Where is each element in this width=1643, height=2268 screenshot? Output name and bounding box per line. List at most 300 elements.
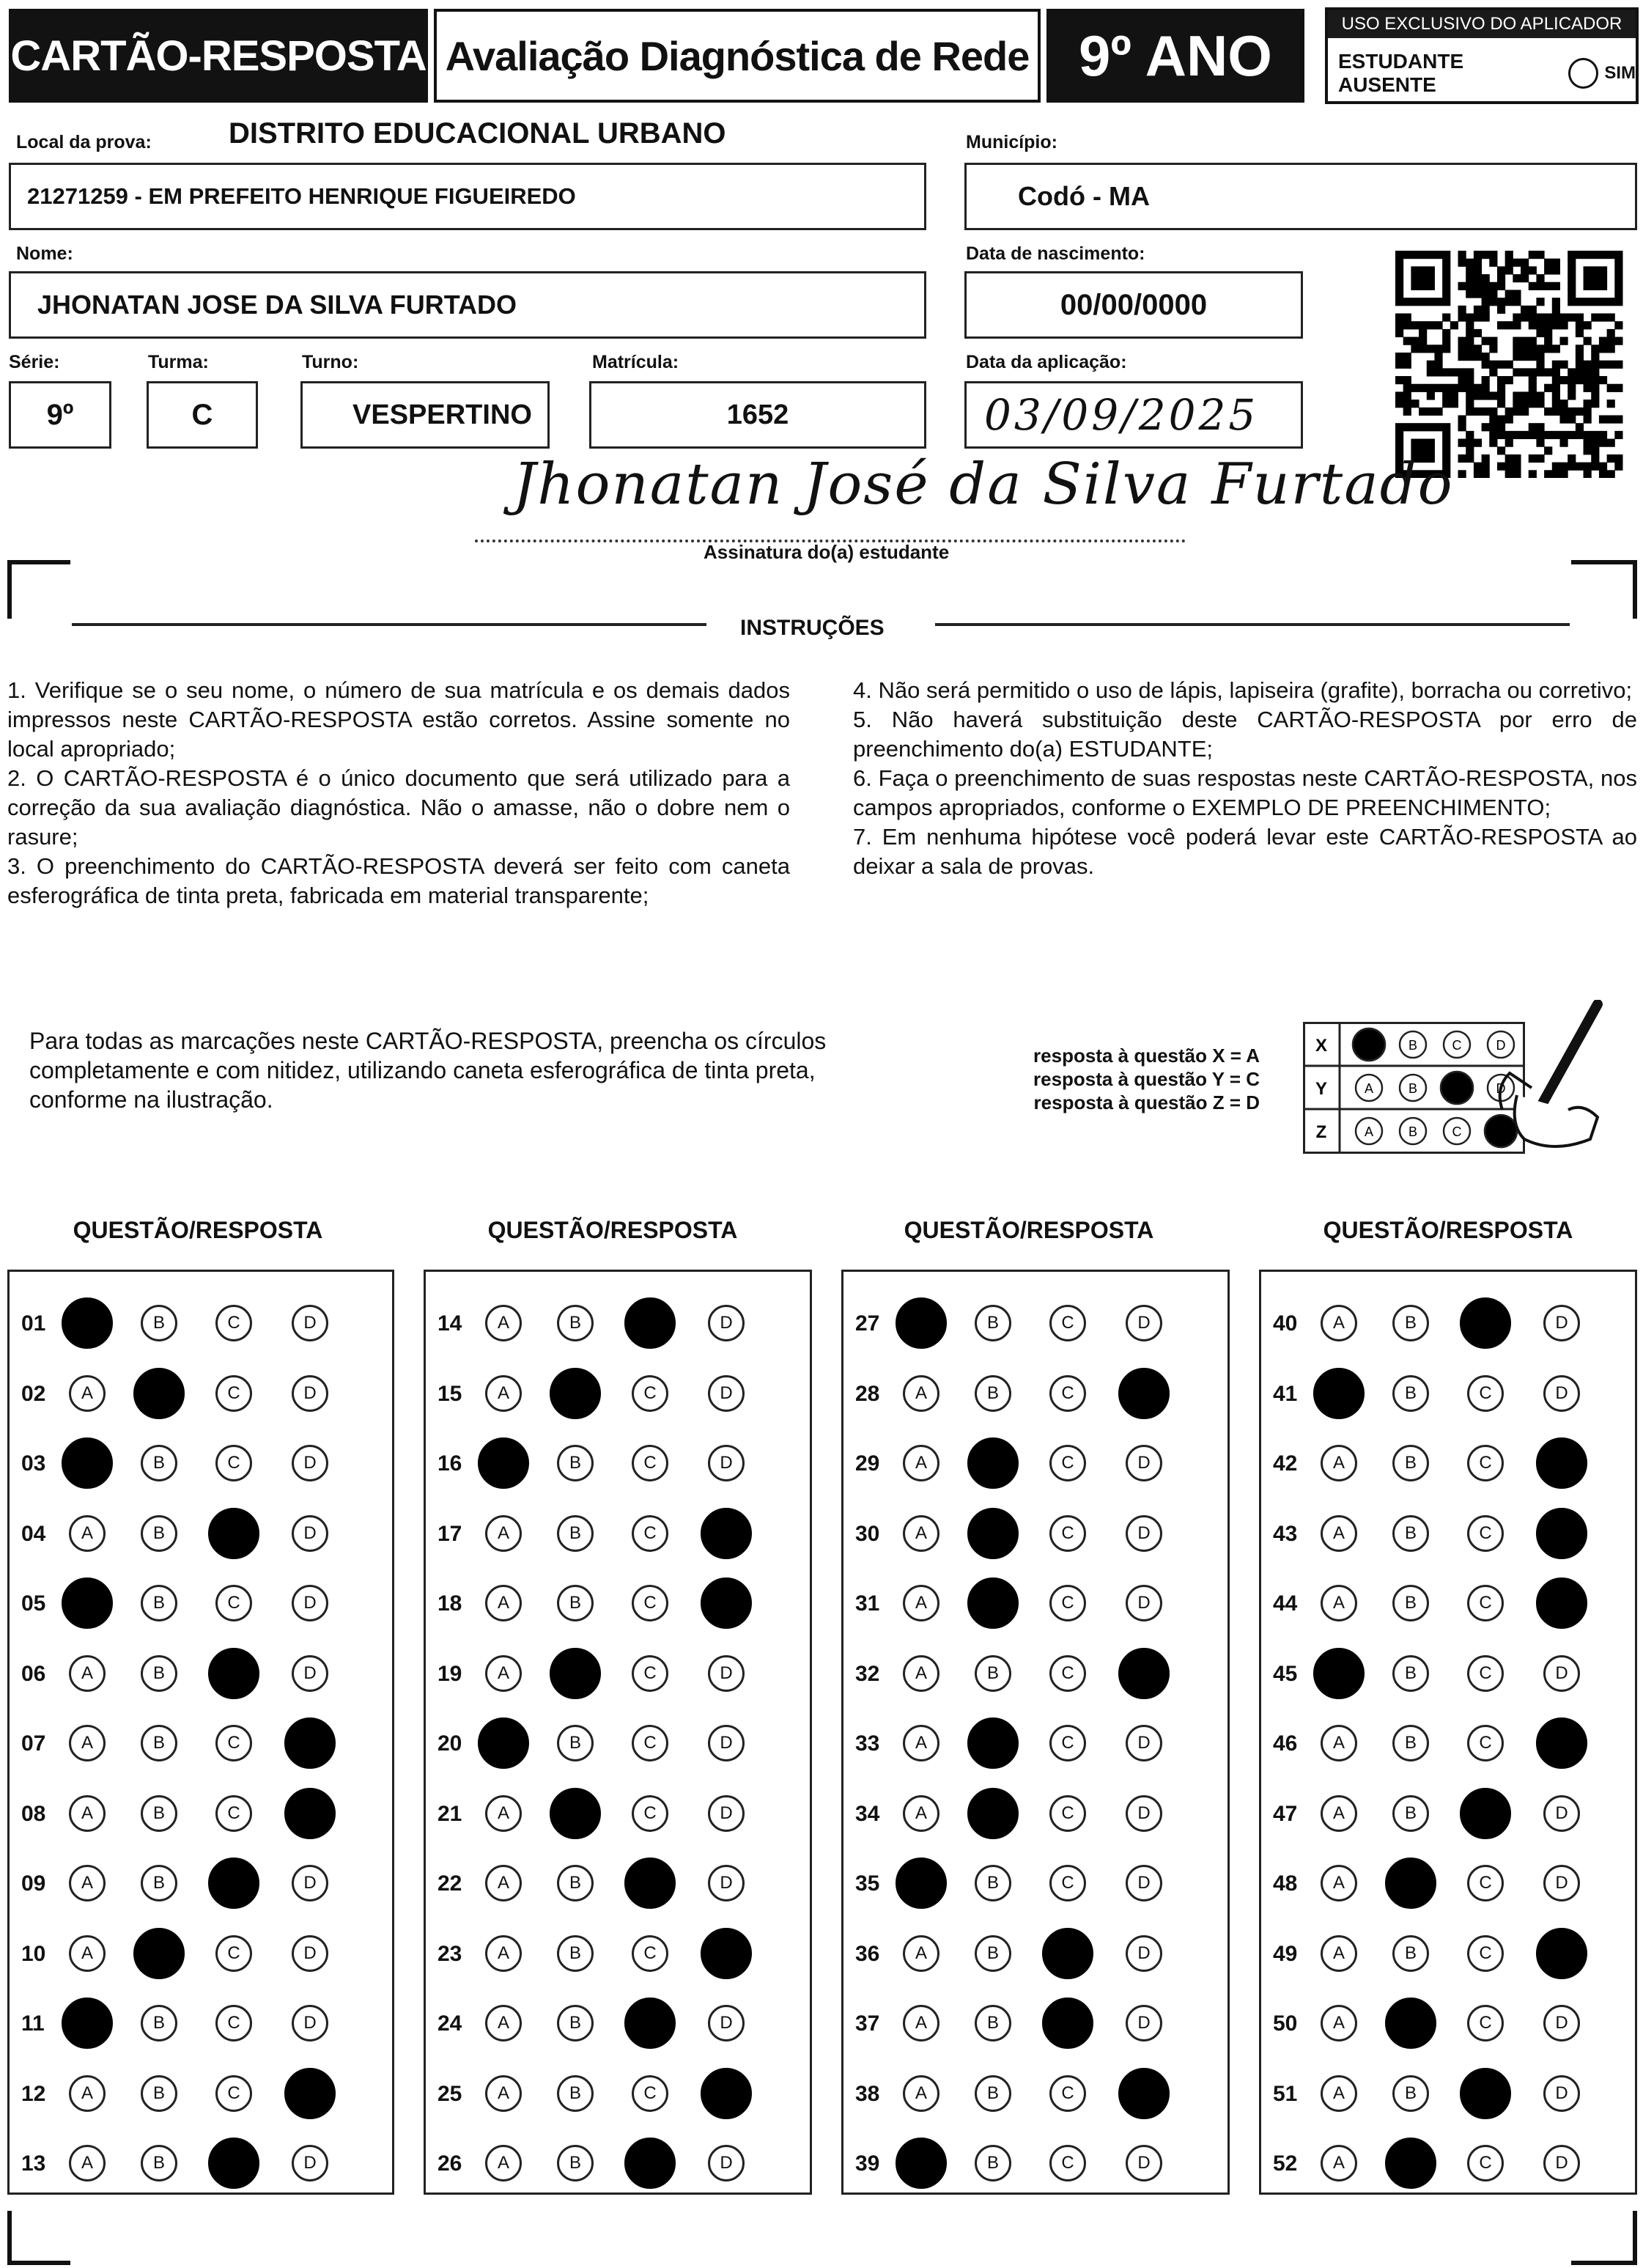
answer-bubble-c[interactable]: C	[632, 1445, 668, 1481]
answer-bubble-d[interactable]: D	[1543, 1655, 1580, 1692]
answer-bubble-a[interactable]: A	[69, 1725, 106, 1761]
answer-bubble-b[interactable]	[550, 1648, 601, 1699]
answer-bubble-d[interactable]	[1536, 1577, 1587, 1629]
answer-bubble-a[interactable]: A	[485, 1585, 522, 1621]
example-legend	[1033, 1044, 1260, 1114]
answer-bubble-b[interactable]: B	[557, 2075, 594, 2112]
answer-bubble-a[interactable]: A	[1321, 1515, 1357, 1552]
answer-bubble-b[interactable]	[967, 1437, 1019, 1489]
answer-bubble-c[interactable]	[208, 1858, 259, 1909]
answer-row	[10, 1718, 392, 1770]
student-signature: Jhonatan José da Silva Furtado	[513, 452, 1454, 518]
answer-bubble-c[interactable]	[1460, 2068, 1511, 2119]
answer-row	[426, 1858, 810, 1910]
answer-bubble-c[interactable]: C	[1049, 1375, 1086, 1412]
answer-bubble-a[interactable]	[896, 1297, 947, 1349]
answer-bubble-d[interactable]: D	[1543, 1865, 1580, 1901]
answer-bubble-a[interactable]: A	[1321, 2145, 1357, 2182]
answer-bubble-b[interactable]: B	[141, 1725, 177, 1761]
answer-bubble-d[interactable]: D	[708, 1305, 745, 1341]
answer-bubble-c[interactable]	[1460, 1297, 1511, 1349]
answer-bubble-d[interactable]: D	[708, 1865, 745, 1901]
answer-bubble-c[interactable]	[1460, 1788, 1511, 1839]
answer-row	[426, 1789, 810, 1840]
question-number: 21	[437, 1801, 462, 1826]
answer-row	[10, 1858, 392, 1910]
answer-bubble-c[interactable]: C	[1467, 1515, 1504, 1552]
answer-bubble-d[interactable]: D	[1126, 1865, 1162, 1901]
answer-bubble-b[interactable]	[1385, 2138, 1436, 2189]
answer-bubble-d[interactable]: D	[1543, 1795, 1580, 1832]
answer-bubble-a[interactable]: A	[1321, 1795, 1357, 1832]
answer-bubble-c[interactable]: C	[632, 1935, 668, 1972]
answer-bubble-a[interactable]: A	[69, 1515, 106, 1552]
instructions-rule-right	[935, 623, 1570, 626]
answer-bubble-b[interactable]: B	[1392, 2075, 1429, 2112]
answer-bubble-c[interactable]: C	[1049, 1445, 1086, 1481]
answer-bubble-d[interactable]	[1536, 1508, 1587, 1559]
answer-row	[1261, 1718, 1635, 1770]
answer-row	[843, 1649, 1227, 1700]
answer-bubble-b[interactable]: B	[141, 1865, 177, 1901]
answer-row	[1261, 1998, 1635, 2050]
answer-bubble-b[interactable]: B	[1392, 1655, 1429, 1692]
answer-bubble-a[interactable]: A	[903, 1655, 939, 1692]
answer-bubble-d[interactable]: D	[292, 2005, 328, 2041]
corner-bracket-bottom-left	[7, 2261, 70, 2265]
answer-bubble-c[interactable]: C	[1467, 2005, 1504, 2041]
answer-bubble-d[interactable]: D	[1543, 1305, 1580, 1341]
question-number: 52	[1273, 2151, 1298, 2176]
answer-bubble-d[interactable]: D	[708, 2005, 745, 2041]
answer-bubble-c[interactable]	[1042, 1998, 1093, 2049]
example-bubble	[1441, 1072, 1473, 1104]
answer-bubble-d[interactable]: D	[1126, 1935, 1162, 1972]
answer-bubble-d[interactable]: D	[292, 1375, 328, 1412]
answer-row	[1261, 2138, 1635, 2190]
answer-bubble-a[interactable]: A	[903, 1445, 939, 1481]
answer-bubble-c[interactable]	[624, 1858, 676, 1909]
answer-bubble-a[interactable]	[896, 2138, 947, 2189]
answer-column-3	[841, 1270, 1230, 2195]
answer-bubble-c[interactable]: C	[215, 1935, 252, 1972]
answer-bubble-b[interactable]: B	[557, 2005, 594, 2041]
answer-bubble-a[interactable]	[1313, 1648, 1365, 1699]
answer-bubble-d[interactable]	[701, 2068, 752, 2119]
answer-bubble-c[interactable]: C	[1049, 2145, 1086, 2182]
answer-bubble-c[interactable]	[624, 1297, 676, 1349]
answer-bubble-b[interactable]	[133, 1928, 185, 1979]
answer-bubble-b[interactable]: B	[557, 1305, 594, 1341]
answer-bubble-a[interactable]: A	[69, 1935, 106, 1972]
answer-bubble-a[interactable]: A	[903, 2005, 939, 2041]
answer-bubble-d[interactable]	[1118, 1368, 1170, 1419]
answer-bubble-c[interactable]: C	[215, 2005, 252, 2041]
answer-bubble-c[interactable]: C	[1049, 1585, 1086, 1621]
answer-bubble-a[interactable]	[62, 1577, 113, 1629]
pen-hand-icon	[1495, 1000, 1605, 1168]
answer-bubble-c[interactable]: C	[1049, 1795, 1086, 1832]
answer-bubble-b[interactable]: B	[141, 2145, 177, 2182]
question-number: 49	[1273, 1941, 1298, 1966]
question-number: 40	[1273, 1311, 1298, 1336]
answer-bubble-d[interactable]	[284, 1788, 336, 1839]
matricula-label: Matrícula:	[592, 352, 679, 372]
answer-bubble-a[interactable]: A	[485, 1375, 522, 1412]
aplicacao-label: Data da aplicação:	[966, 352, 1127, 372]
answer-bubble-b[interactable]: B	[141, 1585, 177, 1621]
answer-bubble-a[interactable]	[478, 1717, 529, 1769]
answer-bubble-d[interactable]: D	[1543, 2145, 1580, 2182]
answer-bubble-d[interactable]: D	[708, 1795, 745, 1832]
answer-bubble-d[interactable]: D	[1126, 2005, 1162, 2041]
example-bubble-letter: D	[1496, 1081, 1506, 1096]
answer-bubble-c[interactable]: C	[1049, 1725, 1086, 1761]
answer-bubble-c[interactable]: C	[1467, 1375, 1504, 1412]
answer-bubble-c[interactable]: C	[1467, 1655, 1504, 1692]
answer-bubble-c[interactable]: C	[215, 1585, 252, 1621]
answer-bubble-d[interactable]: D	[292, 1865, 328, 1901]
answer-row	[843, 1298, 1227, 1350]
answer-bubble-a[interactable]	[1313, 1368, 1365, 1419]
answer-bubble-b[interactable]: B	[1392, 1935, 1429, 1972]
example-row-label: Y	[1315, 1079, 1328, 1099]
answer-bubble-c[interactable]: C	[632, 1375, 668, 1412]
answer-row	[426, 1998, 810, 2050]
answer-bubble-c[interactable]: C	[1467, 1935, 1504, 1972]
answer-bubble-b[interactable]: B	[557, 1585, 594, 1621]
answer-bubble-b[interactable]	[967, 1577, 1019, 1629]
answer-bubble-b[interactable]: B	[557, 1865, 594, 1901]
question-number: 16	[437, 1451, 462, 1476]
answer-bubble-b[interactable]: B	[975, 1865, 1011, 1901]
answer-bubble-b[interactable]	[550, 1788, 601, 1839]
answer-row	[843, 1438, 1227, 1490]
answer-bubble-c[interactable]: C	[1467, 1725, 1504, 1761]
answer-bubble-a[interactable]	[62, 1998, 113, 2049]
answer-bubble-c[interactable]: C	[632, 1655, 668, 1692]
turno-label: Turno:	[302, 352, 359, 372]
answer-bubble-d[interactable]: D	[1126, 1725, 1162, 1761]
column-title: QUESTÃO/RESPOSTA	[1323, 1217, 1573, 1243]
answer-row	[1261, 2069, 1635, 2120]
answer-bubble-b[interactable]: B	[975, 1375, 1011, 1412]
answer-bubble-b[interactable]: B	[141, 1305, 177, 1341]
answer-bubble-d[interactable]: D	[708, 1655, 745, 1692]
answer-bubble-d[interactable]	[701, 1508, 752, 1559]
answer-bubble-d[interactable]: D	[1126, 1795, 1162, 1832]
answer-row	[843, 2138, 1227, 2190]
answer-bubble-a[interactable]: A	[1321, 2075, 1357, 2112]
answer-bubble-b[interactable]	[967, 1508, 1019, 1559]
answer-bubble-a[interactable]	[478, 1437, 529, 1489]
matricula-field[interactable]: 1652	[589, 381, 926, 449]
answer-bubble-b[interactable]: B	[141, 2005, 177, 2041]
answer-row	[1261, 1438, 1635, 1490]
answer-bubble-d[interactable]	[1118, 2068, 1170, 2119]
answer-bubble-c[interactable]: C	[1049, 1655, 1086, 1692]
answer-bubble-d[interactable]: D	[708, 1375, 745, 1412]
answer-bubble-b[interactable]	[967, 1717, 1019, 1769]
answer-bubble-b[interactable]: B	[975, 2145, 1011, 2182]
answer-bubble-a[interactable]: A	[485, 1795, 522, 1832]
question-number: 05	[21, 1591, 46, 1616]
answer-bubble-d[interactable]	[284, 2068, 336, 2119]
question-number: 27	[855, 1311, 880, 1336]
answer-bubble-d[interactable]: D	[292, 1585, 328, 1621]
applicator-box-title: USO EXCLUSIVO DO APLICADOR	[1328, 10, 1636, 38]
answer-bubble-d[interactable]	[701, 1928, 752, 1979]
question-number: 46	[1273, 1731, 1298, 1756]
answer-bubble-a[interactable]: A	[903, 1935, 939, 1972]
answer-bubble-a[interactable]: A	[1321, 1725, 1357, 1761]
answer-bubble-b[interactable]: B	[557, 1445, 594, 1481]
municipio-field[interactable]: Codó - MA	[964, 163, 1637, 230]
answer-row	[843, 1789, 1227, 1840]
signature-label: Assinatura do(a) estudante	[704, 541, 950, 563]
answer-bubble-c[interactable]: C	[632, 1795, 668, 1832]
column-title: QUESTÃO/RESPOSTA	[904, 1217, 1154, 1243]
serie-field[interactable]: 9º	[9, 381, 111, 449]
absent-option: SIM	[1604, 63, 1636, 83]
question-number: 19	[437, 1661, 462, 1686]
answer-bubble-d[interactable]: D	[1126, 1585, 1162, 1621]
answer-bubble-c[interactable]: C	[215, 1795, 252, 1832]
answer-bubble-b[interactable]	[1385, 1998, 1436, 2049]
answer-bubble-b[interactable]: B	[975, 1305, 1011, 1341]
answer-bubble-b[interactable]	[133, 1368, 185, 1419]
answer-bubble-c[interactable]: C	[215, 1375, 252, 1412]
local-field[interactable]: 21271259 - EM PREFEITO HENRIQUE FIGUEIREDO	[9, 163, 926, 230]
question-number: 44	[1273, 1591, 1298, 1616]
aplicacao-field[interactable]: 03/09/2025	[964, 381, 1303, 449]
answer-bubble-a[interactable]: A	[485, 1305, 522, 1341]
question-number: 02	[21, 1381, 46, 1406]
answer-bubble-b[interactable]	[1385, 1858, 1436, 1909]
answer-row	[10, 1298, 392, 1350]
answer-bubble-d[interactable]: D	[292, 1305, 328, 1341]
answer-bubble-d[interactable]: D	[1126, 1305, 1162, 1341]
answer-bubble-a[interactable]: A	[1321, 1935, 1357, 1972]
local-label: Local da prova:	[16, 132, 152, 152]
answer-bubble-c[interactable]: C	[632, 1515, 668, 1552]
answer-bubble-c[interactable]	[208, 1648, 259, 1699]
answer-bubble-d[interactable]	[701, 1577, 752, 1629]
answer-bubble-c[interactable]: C	[632, 2075, 668, 2112]
answer-bubble-b[interactable]: B	[1392, 1725, 1429, 1761]
answer-bubble-d[interactable]	[1536, 1717, 1587, 1769]
answer-bubble-a[interactable]: A	[485, 1515, 522, 1552]
answer-bubble-c[interactable]	[624, 2138, 676, 2189]
answer-bubble-b[interactable]: B	[975, 1655, 1011, 1692]
corner-bracket-top-left	[7, 560, 70, 564]
answer-bubble-c[interactable]: C	[632, 1725, 668, 1761]
question-number: 11	[21, 2011, 45, 2036]
question-number: 08	[21, 1801, 46, 1826]
answer-bubble-b[interactable]: B	[1392, 1445, 1429, 1481]
answer-bubble-a[interactable]: A	[485, 2005, 522, 2041]
answer-bubble-a[interactable]: A	[903, 1795, 939, 1832]
answer-bubble-b[interactable]: B	[975, 2005, 1011, 2041]
question-number: 23	[437, 1941, 462, 1966]
answer-bubble-c[interactable]: C	[632, 1585, 668, 1621]
answer-bubble-c[interactable]: C	[215, 1305, 252, 1341]
answer-bubble-a[interactable]: A	[903, 1585, 939, 1621]
turma-label: Turma:	[148, 352, 209, 372]
answer-bubble-a[interactable]: A	[69, 1795, 106, 1832]
answer-bubble-a[interactable]: A	[485, 1935, 522, 1972]
answer-bubble-b[interactable]: B	[141, 1655, 177, 1692]
answer-bubble-d[interactable]: D	[292, 2145, 328, 2182]
answer-bubble-a[interactable]: A	[1321, 1305, 1357, 1341]
answer-bubble-d[interactable]	[1118, 1648, 1170, 1699]
answer-bubble-a[interactable]: A	[485, 2145, 522, 2182]
question-number: 03	[21, 1451, 46, 1476]
question-number: 15	[437, 1381, 462, 1406]
answer-row	[843, 1998, 1227, 2050]
answer-bubble-c[interactable]: C	[1049, 1305, 1086, 1341]
answer-bubble-a[interactable]: A	[485, 1655, 522, 1692]
answer-bubble-c[interactable]	[1042, 1928, 1093, 1979]
answer-bubble-a[interactable]: A	[903, 2075, 939, 2112]
answer-bubble-b[interactable]: B	[1392, 1375, 1429, 1412]
answer-row	[843, 1718, 1227, 1770]
answer-bubble-d[interactable]: D	[1126, 1515, 1162, 1552]
answer-bubble-d[interactable]: D	[1543, 1375, 1580, 1412]
question-number: 24	[437, 2011, 462, 2036]
answer-bubble-c[interactable]: C	[1049, 2075, 1086, 2112]
answer-bubble-b[interactable]: B	[557, 1935, 594, 1972]
answer-row	[10, 1789, 392, 1840]
absent-label: ESTUDANTE AUSENTE	[1338, 50, 1464, 96]
answer-bubble-b[interactable]: B	[557, 1725, 594, 1761]
answer-bubble-a[interactable]: A	[1321, 1865, 1357, 1901]
answer-bubble-b[interactable]: B	[975, 2075, 1011, 2112]
answer-bubble-d[interactable]: D	[1543, 2075, 1580, 2112]
answer-bubble-d[interactable]: D	[292, 1445, 328, 1481]
answer-bubble-a[interactable]	[62, 1297, 113, 1349]
answer-bubble-d[interactable]: D	[1126, 1445, 1162, 1481]
question-number: 04	[21, 1521, 46, 1546]
turma-field[interactable]: C	[147, 381, 258, 449]
answer-bubble-a[interactable]: A	[903, 1515, 939, 1552]
question-number: 01	[21, 1311, 46, 1336]
question-number: 42	[1273, 1451, 1298, 1476]
answer-bubble-d[interactable]: D	[1543, 2005, 1580, 2041]
answer-bubble-d[interactable]: D	[292, 1655, 328, 1692]
answer-bubble-d[interactable]: D	[708, 2145, 745, 2182]
answer-bubble-c[interactable]	[208, 1508, 259, 1559]
answer-bubble-b[interactable]: B	[141, 1795, 177, 1832]
answer-bubble-c[interactable]	[624, 1998, 676, 2049]
answer-bubble-d[interactable]	[1536, 1437, 1587, 1489]
answer-bubble-d[interactable]: D	[1126, 2145, 1162, 2182]
answer-bubble-a[interactable]: A	[903, 1725, 939, 1761]
corner-bracket-top-right	[1571, 560, 1637, 564]
answer-bubble-d[interactable]	[284, 1717, 336, 1769]
answer-bubble-c[interactable]: C	[1049, 1865, 1086, 1901]
answer-bubble-c[interactable]: C	[215, 2075, 252, 2112]
answer-bubble-a[interactable]: A	[1321, 1445, 1357, 1481]
answer-row	[1261, 1649, 1635, 1700]
answer-bubble-b[interactable]: B	[141, 1445, 177, 1481]
answer-bubble-c[interactable]: C	[215, 1445, 252, 1481]
question-number: 37	[855, 2011, 880, 2036]
answer-bubble-b[interactable]: B	[557, 2145, 594, 2182]
example-bubble-letter: A	[1364, 1081, 1374, 1096]
answer-bubble-a[interactable]: A	[69, 2075, 106, 2112]
answer-bubble-b[interactable]	[967, 1788, 1019, 1839]
answer-bubble-a[interactable]: A	[1321, 2005, 1357, 2041]
answer-bubble-c[interactable]: C	[215, 1725, 252, 1761]
answer-bubble-d[interactable]: D	[708, 1725, 745, 1761]
answer-bubble-c[interactable]	[208, 2138, 259, 2189]
answer-bubble-b[interactable]: B	[557, 1515, 594, 1552]
answer-bubble-a[interactable]	[62, 1437, 113, 1489]
answer-bubble-d[interactable]: D	[708, 1445, 745, 1481]
answer-bubble-c[interactable]: C	[1049, 1515, 1086, 1552]
question-number: 09	[21, 1871, 46, 1896]
answer-bubble-d[interactable]: D	[292, 1935, 328, 1972]
question-number: 10	[21, 1941, 46, 1966]
corner-bracket-bottom-right	[1571, 2261, 1637, 2265]
example-bubble-letter: A	[1364, 1124, 1374, 1139]
answer-bubble-a[interactable]: A	[69, 2145, 106, 2182]
answer-bubble-a[interactable]: A	[903, 1375, 939, 1412]
answer-bubble-d[interactable]: D	[292, 1515, 328, 1552]
answer-bubble-c[interactable]: C	[1467, 2145, 1504, 2182]
applicator-box	[1325, 7, 1639, 104]
answer-row	[426, 1929, 810, 1980]
answer-bubble-c[interactable]: C	[1467, 1585, 1504, 1621]
example-legend-line: resposta à questão X = A	[1033, 1045, 1260, 1067]
nome-field[interactable]: JHONATAN JOSE DA SILVA FURTADO	[9, 271, 926, 339]
answer-bubble-b[interactable]: B	[1392, 1795, 1429, 1832]
answer-bubble-a[interactable]: A	[69, 1375, 106, 1412]
question-number: 41	[1273, 1381, 1298, 1406]
question-number: 39	[855, 2151, 880, 2176]
nascimento-field[interactable]: 00/00/0000	[964, 271, 1303, 339]
answer-column-1	[7, 1270, 394, 2195]
answer-bubble-a[interactable]: A	[485, 2075, 522, 2112]
instruction-item: 2. O CARTÃO-RESPOSTA é o único documento que será utilizado para a correção da sua avaliação diagnóstica. Não o amasse, não o dobre nem o rasure;	[7, 765, 790, 850]
question-number: 06	[21, 1661, 46, 1686]
answer-bubble-b[interactable]	[550, 1368, 601, 1419]
answer-bubble-d[interactable]	[1536, 1928, 1587, 1979]
answer-bubble-b[interactable]: B	[1392, 1305, 1429, 1341]
answer-bubble-b[interactable]: B	[1392, 1515, 1429, 1552]
question-number: 47	[1273, 1801, 1298, 1826]
absent-checkbox[interactable]	[1568, 58, 1598, 89]
answer-bubble-a[interactable]: A	[1321, 1585, 1357, 1621]
turno-field[interactable]: VESPERTINO	[300, 381, 550, 449]
answer-bubble-a[interactable]: A	[485, 1865, 522, 1901]
answer-bubble-b[interactable]: B	[975, 1935, 1011, 1972]
answer-bubble-b[interactable]: B	[1392, 1585, 1429, 1621]
answer-bubble-a[interactable]: A	[69, 1865, 106, 1901]
answer-row	[1261, 1858, 1635, 1910]
answer-row	[1261, 1298, 1635, 1350]
answer-bubble-b[interactable]: B	[141, 1515, 177, 1552]
answer-row	[1261, 1509, 1635, 1560]
answer-bubble-c[interactable]: C	[1467, 1445, 1504, 1481]
answer-bubble-a[interactable]	[896, 1858, 947, 1909]
answer-bubble-b[interactable]: B	[141, 2075, 177, 2112]
instructions-title: INSTRUÇÕES	[740, 616, 885, 640]
answer-bubble-a[interactable]: A	[69, 1655, 106, 1692]
example-instructions: Para todas as marcações neste CARTÃO-RESPOSTA, preencha os círculos completamente e com nitidez, utilizando caneta esferográfica de tinta preta, conforme na ilustração.	[29, 1028, 827, 1113]
answer-bubble-c[interactable]: C	[1467, 1865, 1504, 1901]
